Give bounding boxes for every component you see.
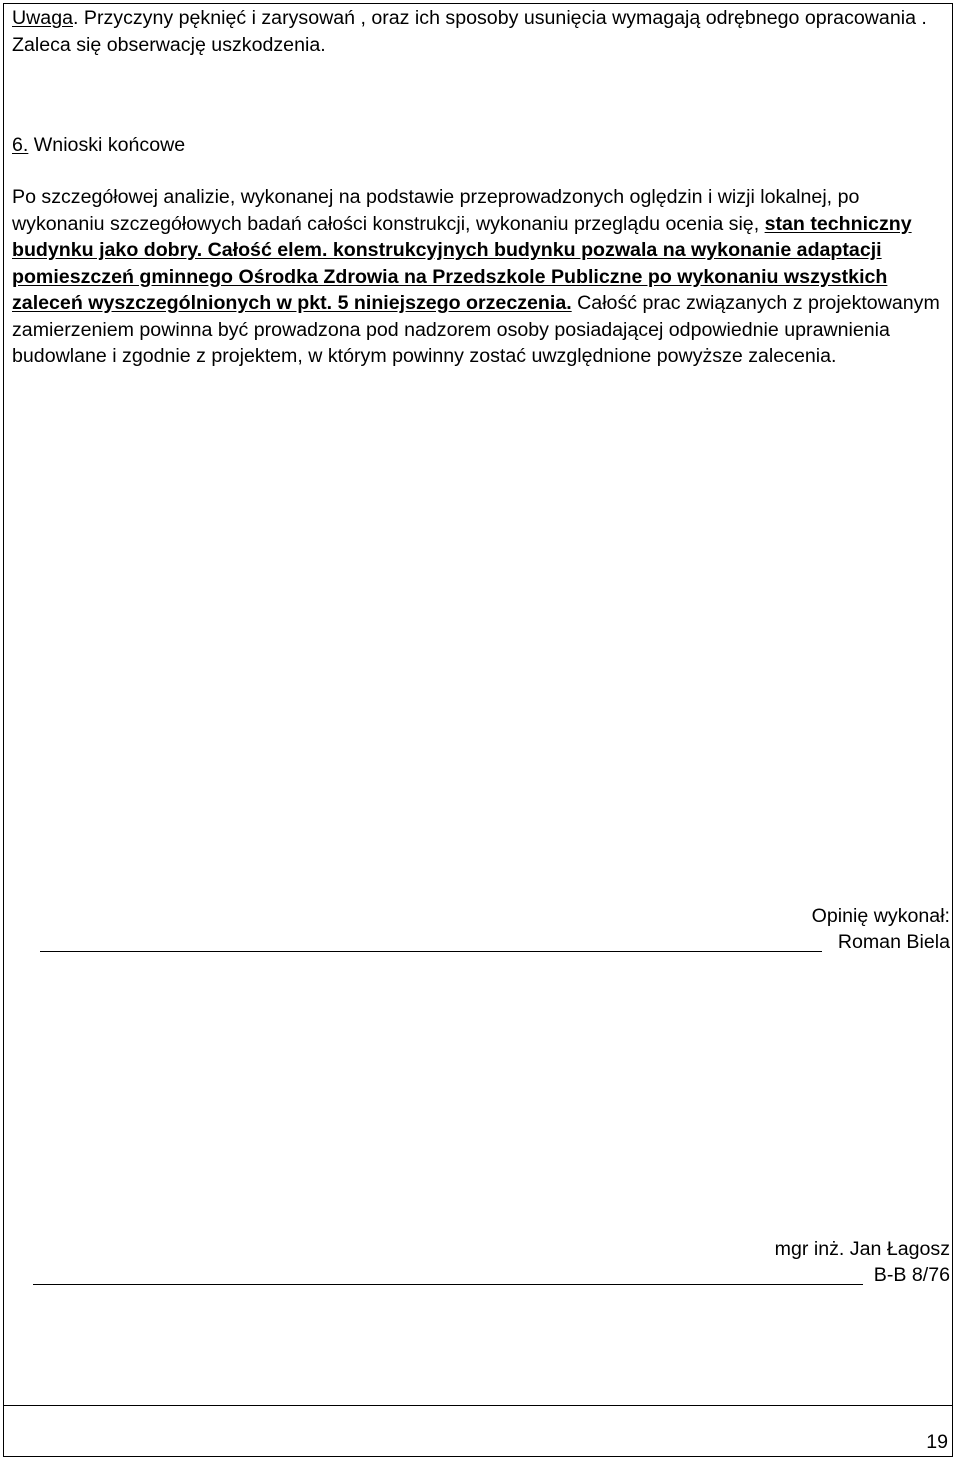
- warning-label: Uwaga: [12, 7, 73, 29]
- section-title: Wnioski końcowe: [33, 134, 186, 156]
- inspector-license: B-B 8/76: [873, 1264, 950, 1286]
- section-number: 6.: [12, 134, 29, 156]
- signature-name: Roman Biela: [837, 931, 950, 953]
- inspector-line: [33, 1284, 863, 1285]
- signature-line: [40, 951, 822, 952]
- inspector-name: mgr inż. Jan Łagosz: [774, 1238, 950, 1260]
- warning-text: . Przyczyny pęknięć i zarysowań , oraz ich sposoby usunięcia wymagają odrębnego opracowania . Zaleca się obserwację uszkodzenia.: [12, 7, 927, 56]
- page-number: 19: [926, 1431, 948, 1453]
- warning-paragraph: [12, 5, 948, 58]
- conclusion-assessment: stan techniczny budynku jako dobry. Całość elem. konstrukcyjnych budynku pozwala na wykonanie adaptacji pomieszczeń gminnego Ośrodka Zdrowia na Przedszkole Publiczne po wykonaniu wszystkich zaleceń wyszczególnionych w pkt. 5 niniejszego orzeczenia.: [12, 212, 912, 314]
- section-heading: [12, 132, 948, 159]
- conclusion-intro: Po szczegółowej analizie, wykonanej na podstawie przeprowadzonych oględzin i wizji lokalnej, po wykonaniu szczegółowych badań całości konstrukcji, wykonaniu przeglądu ocenia się,: [12, 186, 860, 235]
- signature-label: Opinię wykonał:: [811, 905, 950, 927]
- conclusion-paragraph: [12, 184, 948, 370]
- conclusion-closing: Całość prac związanych z projektowanym zamierzeniem powinna być prowadzona pod nadzorem osoby posiadającej odpowiednie uprawnienia budowlane i zgodnie z projektem, w którym powinny zostać uwzględnione powyższe zalecenia.: [12, 292, 940, 367]
- page-number-box: [3, 1405, 953, 1458]
